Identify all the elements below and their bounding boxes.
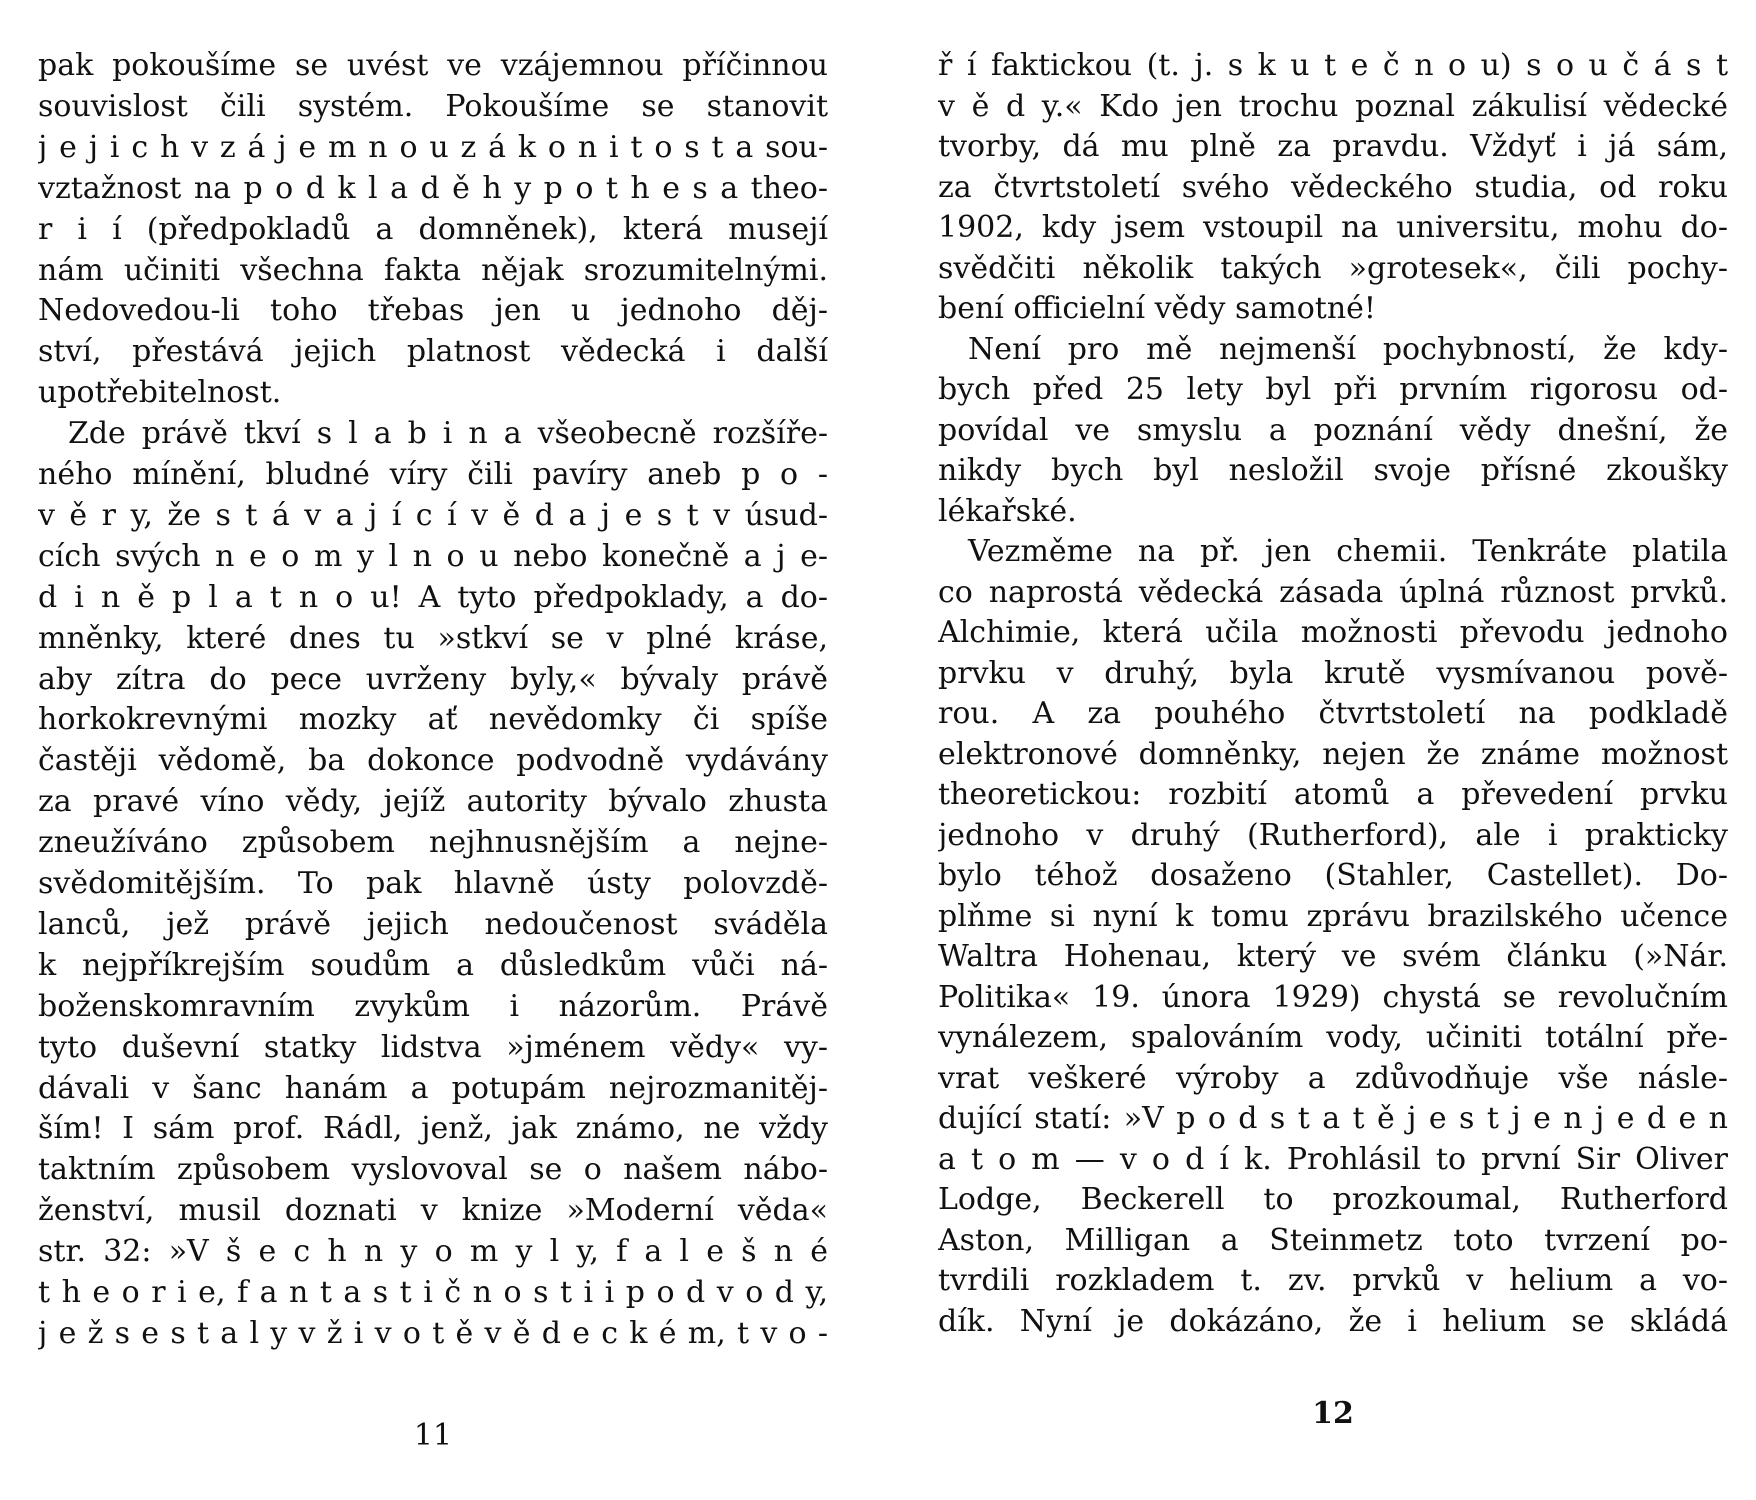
text-line: dávali v šanc hanám a potupám nejrozmanitěj- xyxy=(38,1070,828,1106)
text-line: jednoho v druhý (Rutherford), ale i prakticky xyxy=(938,817,1728,853)
text-line: j e ž s e s t a l y v ž i v o t ě v ě d e c k é m, t v o - xyxy=(38,1315,828,1351)
text-line: j e j i c h v z á j e m n o u z á k o n i t o s t a sou- xyxy=(38,129,828,165)
text-line: prvku v druhý, byla krutě vysmívanou pově- xyxy=(938,655,1728,691)
text-line: vztažnost na p o d k l a d ě h y p o t h e s a theo- xyxy=(38,170,828,206)
text-line: Nedovedou-li toho třebas jen u jednoho děj- xyxy=(38,293,828,329)
text-line: svědčiti několik takých »grotesek«, čili pochy- xyxy=(938,250,1728,286)
text-line: elektronové domněnky, nejen že známe možnost xyxy=(938,736,1728,772)
text-line: lanců, jež právě jejich nedoučenost sváděla xyxy=(38,906,828,942)
text-line: Waltra Hohenau, který ve svém článku (»Nár. xyxy=(938,939,1728,974)
text-line: nám učiniti všechna fakta nějak srozumitelnými. xyxy=(38,252,828,288)
text-line: častěji vědomě, ba dokonce podvodně vydávány xyxy=(38,743,828,779)
text-line: tyto duševní statky lidstva »jménem vědy« vy- xyxy=(38,1029,828,1065)
page-number: 12 xyxy=(1312,1396,1354,1431)
text-line: pak pokoušíme se uvést ve vzájemnou příčinnou xyxy=(38,48,828,83)
text-line: vynálezem, spalováním vody, učiniti totální pře- xyxy=(938,1020,1728,1055)
left-page xyxy=(38,0,828,1500)
text-line: boženskomravním zvykům i názorům. Právě xyxy=(38,988,828,1024)
text-line: svědomitějším. To pak hlavně ústy polovzdě- xyxy=(38,866,828,901)
text-line: taktním způsobem vyslovoval se o našem nábo- xyxy=(38,1152,828,1188)
text-line: co naprostá vědecká zásada úplná různost prvků. xyxy=(938,574,1728,610)
text-line: lékařské. xyxy=(938,493,1077,529)
text-line: Alchimie, která učila možnosti převodu jednoho xyxy=(938,615,1728,650)
text-line: vrat veškeré výroby a zdůvodňuje vše násle- xyxy=(938,1060,1728,1096)
text-line: horkokrevnými mozky ať nevědomky či spíše xyxy=(38,702,828,738)
text-line: souvislost čili systém. Pokoušíme se stanovit xyxy=(38,88,828,124)
text-line: v ě d y.« Kdo jen trochu poznal zákulisí vědecké xyxy=(938,88,1728,124)
text-line: ství, přestává jejich platnost vědecká i další xyxy=(38,334,828,370)
text-line: dík. Nyní je dokázáno, že i helium se skládá xyxy=(938,1303,1728,1339)
text-line: ného mínění, bludné víry čili pavíry aneb p o - xyxy=(38,457,828,492)
text-line: bení officielní vědy samotné! xyxy=(938,291,1376,326)
text-line: Vezměme na př. jen chemii. Tenkráte platila xyxy=(968,534,1728,569)
text-line: aby zítra do pece uvrženy byly,« bývaly právě xyxy=(38,661,828,697)
text-line: ším! I sám prof. Rádl, jenž, jak známo, ne vždy xyxy=(38,1111,828,1147)
text-line: mněnky, které dnes tu »stkví se v plné kráse, xyxy=(38,620,828,656)
text-line: upotřebitelnost. xyxy=(38,375,282,411)
text-line: t h e o r i e, f a n t a s t i č n o s t i i p o d v o d y, xyxy=(38,1275,828,1310)
text-line: povídal ve smyslu a poznání vědy dnešní, že xyxy=(938,412,1728,448)
text-line: 1902, kdy jsem vstoupil na universitu, mohu do- xyxy=(938,210,1728,245)
text-line: ř í faktickou (t. j. s k u t e č n o u) s o u č á s t xyxy=(938,48,1728,83)
right-page xyxy=(938,0,1728,1500)
text-line: str. 32: »V š e c h n y o m y l y, f a l e š n é xyxy=(38,1234,828,1270)
text-line: plňme si nyní k tomu zprávu brazilského učence xyxy=(938,898,1728,934)
text-line: Aston, Milligan a Steinmetz toto tvrzení po- xyxy=(938,1222,1728,1258)
text-line: bylo téhož dosaženo (Stahler, Castellet). Do- xyxy=(938,858,1728,893)
text-line: rou. A za pouhého čtvrtstoletí na podkladě xyxy=(938,696,1728,731)
text-line: Zde právě tkví s l a b i n a všeobecně rozšíře- xyxy=(68,416,828,452)
text-line: za čtvrtstoletí svého vědeckého studia, od roku xyxy=(938,169,1728,205)
text-line: tvrdili rozkladem t. zv. prvků v helium a vo- xyxy=(938,1263,1728,1298)
text-line: k nejpříkrejším soudům a důsledkům vůči ná- xyxy=(38,947,828,983)
text-line: Není pro mě nejmenší pochybností, že kdy- xyxy=(968,331,1728,367)
text-line: nikdy bych byl nesložil svoje přísné zkoušky xyxy=(938,453,1728,488)
text-line: za pravé víno vědy, jejíž autority bývalo zhusta xyxy=(38,784,828,820)
text-line: Lodge, Beckerell to prozkoumal, Rutherford xyxy=(938,1182,1728,1217)
page-number: 11 xyxy=(413,1418,453,1453)
text-line: r i í (předpokladů a domněnek), která musejí xyxy=(38,211,828,247)
text-line: a t o m — v o d í k. Prohlásil to první Sir Oliver xyxy=(938,1141,1728,1177)
text-line: d i n ě p l a t n o u! A tyto předpoklady, a do- xyxy=(38,579,828,615)
text-line: v ě r y, že s t á v a j í c í v ě d a j e s t v úsud- xyxy=(38,497,828,533)
text-line: tvorby, dá mu plně za pravdu. Vždyť i já sám, xyxy=(938,129,1728,164)
text-line: Politika« 19. února 1929) chystá se revolučním xyxy=(938,979,1728,1015)
text-line: ženství, musil doznati v knize »Moderní věda« xyxy=(38,1193,828,1229)
text-line: zneužíváno způsobem nejhnusnějším a nejne- xyxy=(38,825,828,861)
text-line: dující statí: »V p o d s t a t ě j e s t j e n j e d e n xyxy=(938,1101,1728,1136)
text-line: bych před 25 lety byl při prvním rigorosu od- xyxy=(938,372,1728,407)
text-line: cích svých n e o m y l n o u nebo konečně a j e- xyxy=(38,538,828,574)
text-line: theoretickou: rozbití atomů a převedení prvku xyxy=(938,777,1728,812)
